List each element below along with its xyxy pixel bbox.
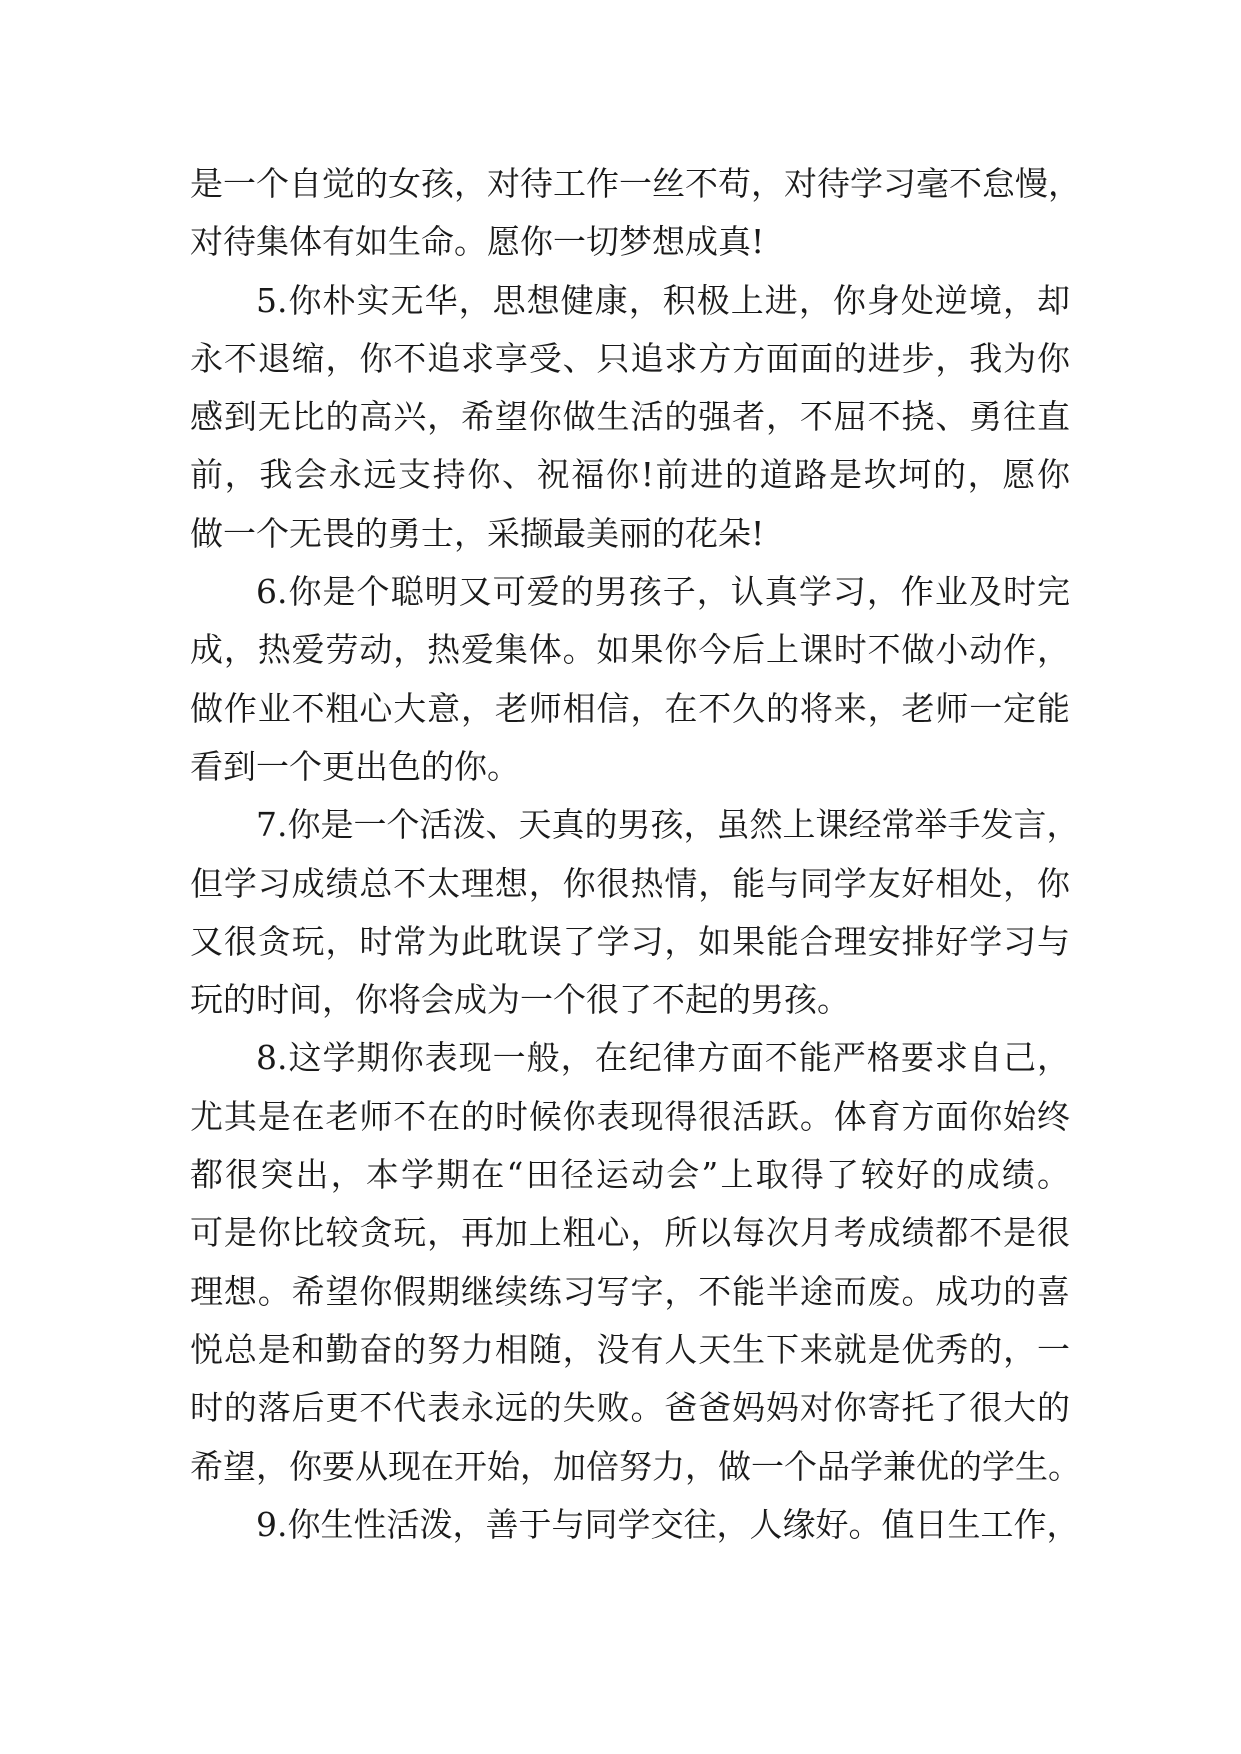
p8-line-8: 希望，你要从现在开始，加倍努力，做一个品学兼优的学生。 [190, 1446, 1081, 1486]
p8-line-4: 可是你比较贪玩，再加上粗心，所以每次月考成绩都不是很 [190, 1213, 1070, 1253]
p7-line-3: 又很贪玩，时常为此耽误了学习，如果能合理安排好学习与 [190, 921, 1070, 961]
p6-line-4: 看到一个更出色的你。 [190, 746, 520, 786]
p8-line-7: 时的落后更不代表永远的失败。爸爸妈妈对你寄托了很大的 [190, 1388, 1070, 1428]
p5-line-3: 感到无比的高兴，希望你做生活的强者，不屈不挠、勇往直 [190, 397, 1070, 437]
p8-line-3: 都很突出，本学期在“田径运动会”上取得了较好的成绩。 [190, 1155, 1070, 1195]
p5-line-5: 做一个无畏的勇士，采撷最美丽的花朵! [190, 513, 765, 553]
p8-line-5: 理想。希望你假期继续练习写字，不能半途而废。成功的喜 [190, 1271, 1070, 1311]
p8-line-6: 悦总是和勤奋的努力相随，没有人天生下来就是优秀的，一 [190, 1329, 1070, 1369]
p6-line-2: 成，热爱劳动，热爱集体。如果你今后上课时不做小动作， [190, 630, 1070, 670]
p4-line-2: 对待集体有如生命。愿你一切梦想成真! [190, 222, 765, 262]
p5-line-4: 前，我会永远支持你、祝福你!前进的道路是坎坷的，愿你 [190, 455, 1070, 495]
p8-line-1: 8.这学期你表现一般，在纪律方面不能严格要求自己， [256, 1038, 1070, 1078]
p5-line-1: 5.你朴实无华，思想健康，积极上进，你身处逆境，却 [256, 280, 1070, 320]
p4-line-1: 是一个自觉的女孩，对待工作一丝不苟，对待学习毫不怠慢， [190, 164, 1081, 203]
p6-line-3: 做作业不粗心大意，老师相信，在不久的将来，老师一定能 [190, 688, 1070, 728]
p8-line-2: 尤其是在老师不在的时候你表现得很活跃。体育方面你始终 [190, 1096, 1070, 1136]
p7-line-4: 玩的时间，你将会成为一个很了不起的男孩。 [190, 980, 850, 1020]
p5-line-2: 永不退缩，你不追求享受、只追求方方面面的进步，我为你 [190, 338, 1070, 378]
document-body [190, 155, 1081, 1554]
p6-line-1: 6.你是个聪明又可爱的男孩子，认真学习，作业及时完 [256, 572, 1070, 612]
p7-line-2: 但学习成绩总不太理想，你很热情，能与同学友好相处，你 [190, 863, 1070, 903]
p7-line-1: 7.你是一个活泼、天真的男孩，虽然上课经常举手发言， [256, 805, 1080, 845]
p9-line-1: 9.你生性活泼，善于与同学交往，人缘好。值日生工作， [256, 1504, 1080, 1544]
